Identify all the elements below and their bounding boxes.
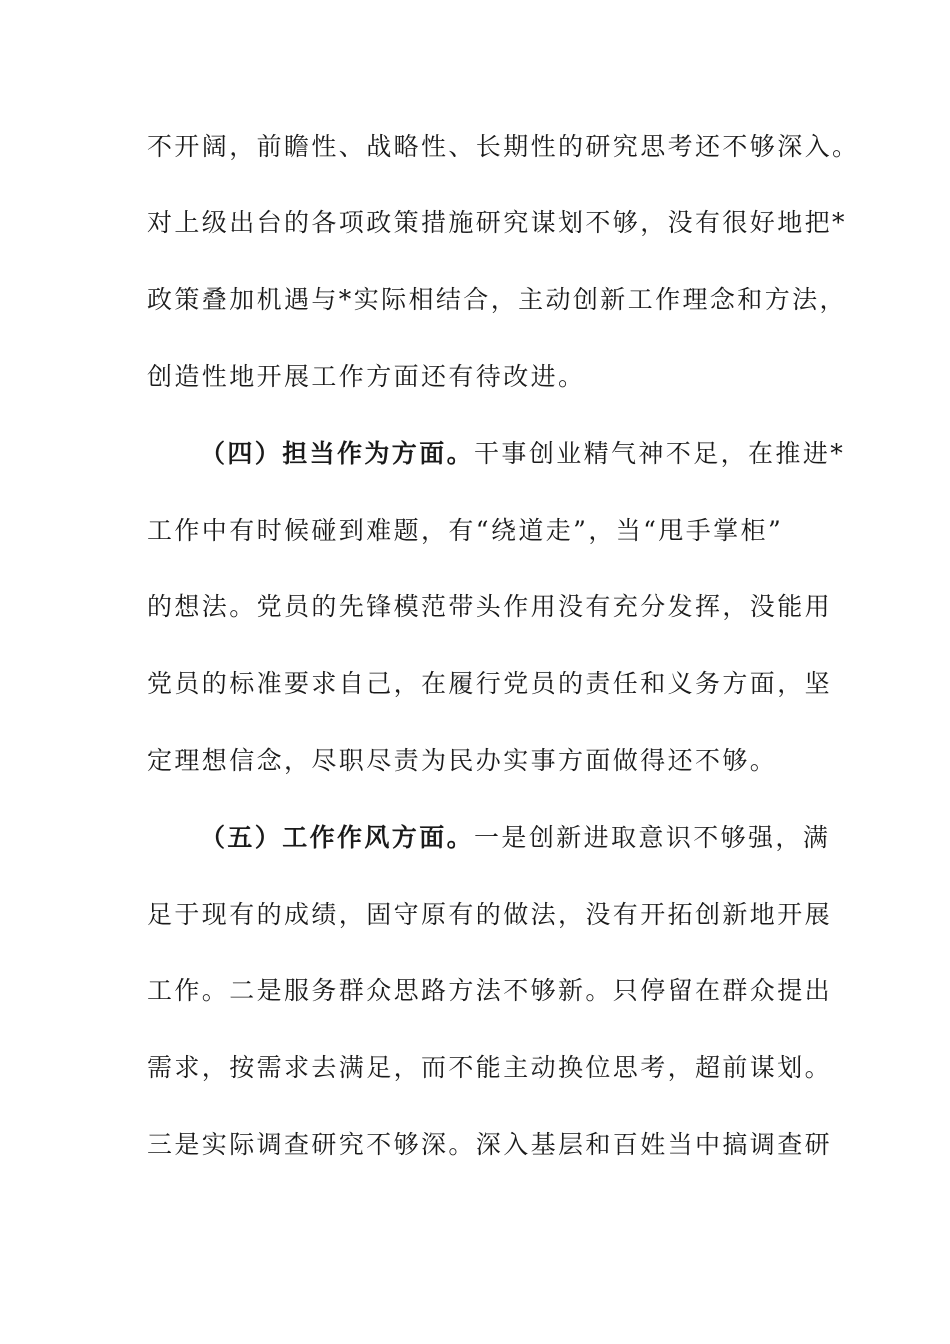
section-five-first-line <box>200 822 830 854</box>
paragraph-line: 的想法。党员的先锋模范带头作用没有充分发挥，没能用 <box>147 592 833 621</box>
paragraph-line: 定理想信念，尽职尽责为民办实事方面做得还不够。 <box>147 746 778 775</box>
section-five-first-line-text: 一是创新进取意识不够强，满 <box>474 823 831 852</box>
paragraph-line: 工作中有时候碰到难题，有“绕道走”，当“甩手掌柜” <box>147 516 784 545</box>
paragraph-line: 足于现有的成绩，固守原有的做法，没有开拓创新地开展 <box>147 900 833 929</box>
section-four-first-line <box>200 438 845 470</box>
paragraph-line: 工作。二是服务群众思路方法不够新。只停留在群众提出 <box>147 976 833 1005</box>
paragraph-line: 不开阔，前瞻性、战略性、长期性的研究思考还不够深入。 <box>147 132 860 161</box>
section-four-heading: （四）担当作为方面。 <box>200 439 475 468</box>
section-four-first-line-text: 干事创业精气神不足，在推进* <box>474 439 846 468</box>
paragraph-line: 三是实际调查研究不够深。深入基层和百姓当中搞调查研 <box>147 1130 833 1159</box>
paragraph-line: 创造性地开展工作方面还有待改进。 <box>147 362 586 391</box>
paragraph-line: 对上级出台的各项政策措施研究谋划不够，没有很好地把* <box>147 208 847 237</box>
paragraph-line: 政策叠加机遇与*实际相结合，主动创新工作理念和方法， <box>147 285 847 314</box>
paragraph-line: 需求，按需求去满足，而不能主动换位思考，超前谋划。 <box>147 1053 833 1082</box>
section-five-heading: （五）工作作风方面。 <box>200 823 475 852</box>
paragraph-line: 党员的标准要求自己，在履行党员的责任和义务方面，坚 <box>147 669 833 698</box>
